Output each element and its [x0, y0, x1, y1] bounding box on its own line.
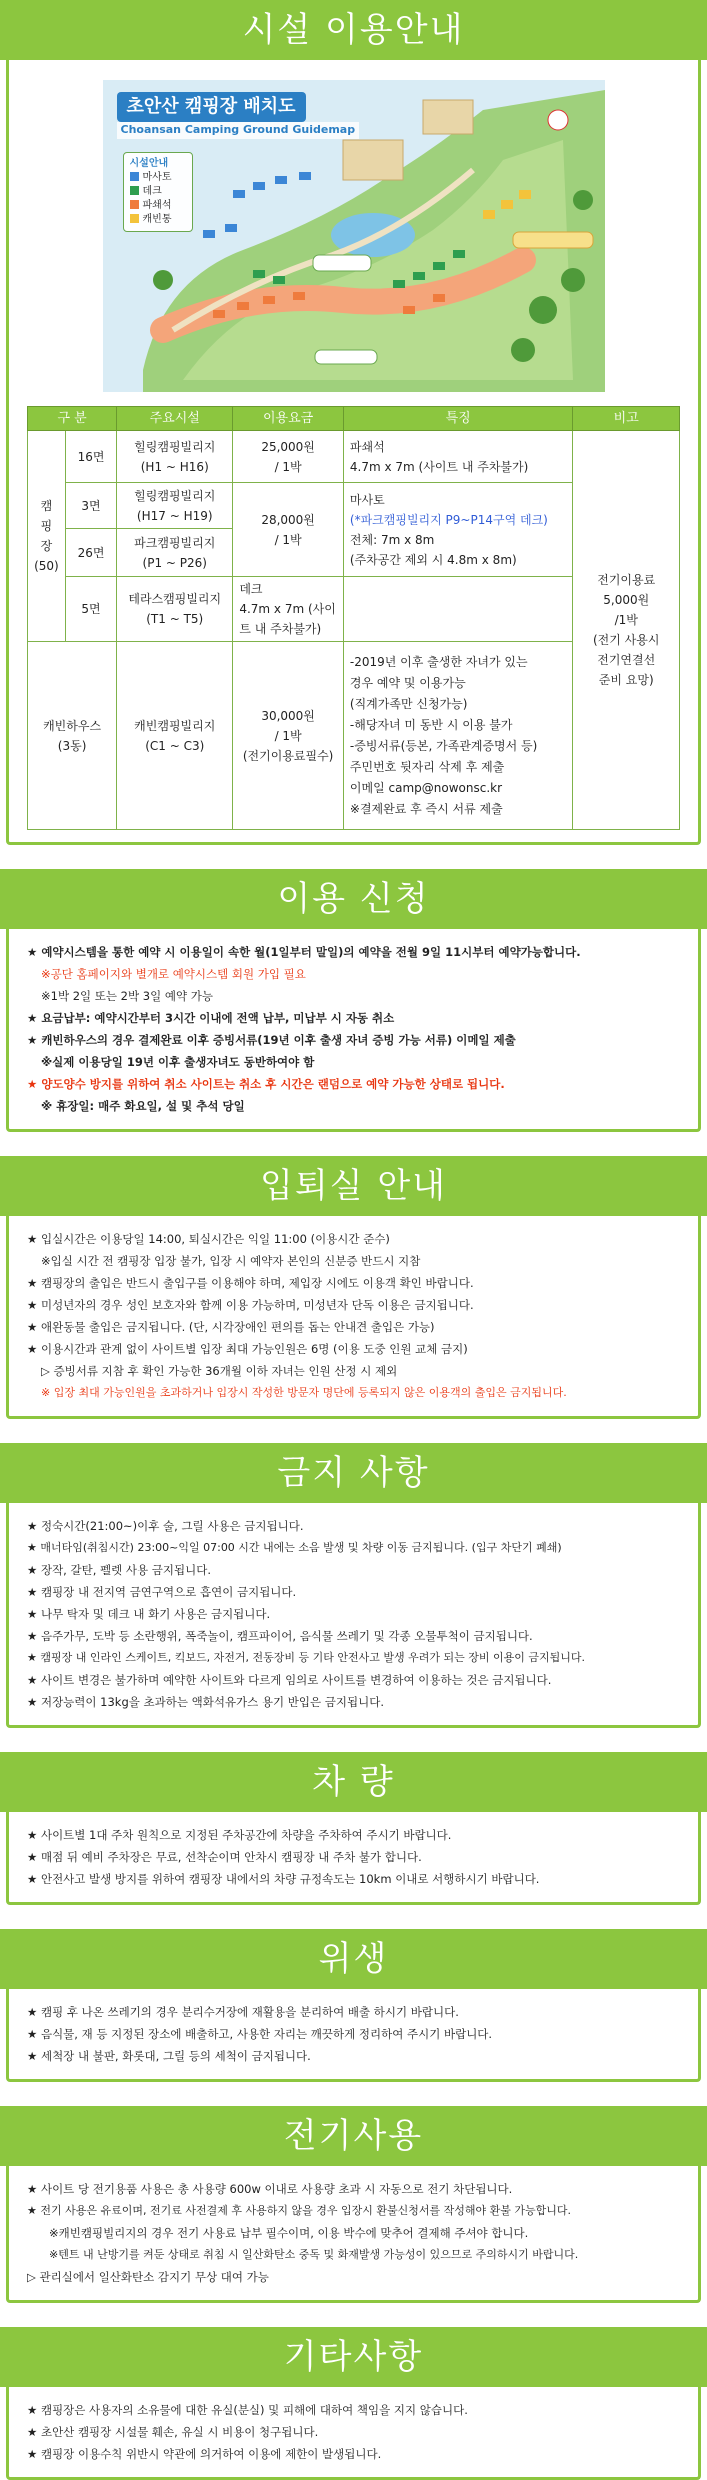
site-count: 26면 — [65, 529, 116, 577]
col-header-fee: 이용요금 — [233, 407, 344, 431]
legend-swatch — [130, 172, 139, 181]
legend-item: 파쇄석 — [130, 199, 186, 213]
prohibit-line: ★ 캠핑장 내 전지역 금연구역으로 흡연이 금지됩니다. — [27, 1585, 297, 1599]
map-subtitle: Choansan Camping Ground Guidemap — [117, 122, 360, 139]
legend-swatch — [130, 214, 139, 223]
legend-swatch — [130, 200, 139, 209]
hygiene-line: ★ 음식물, 재 등 지정된 장소에 배출하고, 사용한 자리는 깨끗하게 정리하여 주시기 바랍니다. — [27, 2027, 493, 2041]
facility-name: 힐링캠핑빌리지 (H17 ~ H19) — [117, 483, 233, 529]
campsite-guide-map — [103, 80, 605, 392]
facility-name: 테라스캠핑빌리지 (T1 ~ T5) — [117, 577, 233, 642]
prohibit-line: ★ 사이트 변경은 불가하며 예약한 사이트와 다르게 임의로 사이트를 변경하여 이용하는 것은 금지됩니다. — [27, 1673, 552, 1687]
hygiene-heading: 위생 — [318, 1938, 389, 1979]
hygiene-panel — [6, 1989, 701, 2082]
table-row — [28, 431, 680, 483]
checkin-line: ▷ 증빙서류 지참 후 확인 가능한 36개월 이하 자녀는 인원 산정 시 제외 — [41, 1364, 398, 1378]
fee-cell: 28,000원 / 1박 — [233, 483, 344, 577]
col-header-feature: 특징 — [343, 407, 573, 431]
checkin-line: ★ 미성년자의 경우 성인 보호자와 함께 이용 가능하며, 미성년자 단독 이용은 금지됩니다. — [27, 1298, 474, 1312]
electric-header — [0, 2106, 707, 2166]
feature-masato-size: 전체: 7m x 8m (주차공간 제외 시 4.8m x 8m) — [349, 532, 517, 567]
map-title: 초안산 캠핑장 배치도 — [117, 92, 306, 122]
feature-cell: 데크 4.7m x 7m (사이트 내 주차불가) — [233, 577, 344, 642]
map-legend — [123, 152, 193, 232]
feature-masato-label: 마사토 — [349, 492, 385, 507]
facility-heading: 시설 이용안내 — [242, 9, 465, 50]
facility-name: 캐빈캠핑빌리지 (C1 ~ C3) — [117, 642, 233, 830]
checkin-line: ★ 이용시간과 관계 없이 사이트별 입장 최대 가능인원은 6명 (이용 도중 인원 교체 금지) — [27, 1342, 468, 1356]
site-count: 16면 — [65, 431, 116, 483]
prohibit-panel — [6, 1503, 701, 1728]
facility-name: 파크캠핑빌리지 (P1 ~ P26) — [117, 529, 233, 577]
hygiene-line: ★ 세척장 내 불판, 화롯대, 그릴 등의 세척이 금지됩니다. — [27, 2049, 311, 2063]
electric-line: ※텐트 내 난방기를 켜둔 상태로 취침 시 일산화탄소 중독 및 화재발생 가능성이 있으므로 주의하시기 바랍니다. — [49, 2248, 579, 2261]
legend-item: 마사토 — [130, 171, 186, 185]
vehicle-header — [0, 1752, 707, 1812]
prohibit-line: ★ 장작, 갈탄, 펠렛 사용 금지됩니다. — [27, 1563, 211, 1577]
col-header-category: 구 분 — [28, 407, 117, 431]
site-count: 5면 — [65, 577, 116, 642]
feature-cell-masato — [343, 483, 573, 577]
feature-cell: 파쇄석 4.7m x 7m (사이트 내 주차불가) — [343, 431, 573, 483]
fee-cell: 25,000원 / 1박 — [233, 431, 344, 483]
prohibit-line: ★ 캠핑장 내 인라인 스케이트, 킥보드, 자전거, 전동장비 등 기타 안전사고 발생 우려가 되는 장비 이용이 금지됩니다. — [27, 1651, 585, 1664]
prohibit-line: ★ 매너타임(취침시간) 23:00~익일 07:00 시간 내에는 소음 발생 및 차량 이동 금지됩니다. (입구 차단기 폐쇄) — [27, 1541, 562, 1554]
electric-line: ★ 전기 사용은 유료이며, 전기료 사전결제 후 사용하지 않을 경우 입장시 환불신청서를 작성해야 환불 가능합니다. — [27, 2204, 571, 2217]
electric-line: ▷ 관리실에서 일산화탄소 감지기 무상 대여 가능 — [27, 2270, 269, 2284]
feature-cell-cabin: -2019년 이후 출생한 자녀가 있는 경우 예약 및 이용가능 (직계가족만 신청가능) -해당자녀 미 동반 시 이용 불가 -증빙서류(등본, 가족관계증명서 등) 주민번호 뒷자리 삭제 후 제출 이메일 camp@nowonsc.kr ※결제완료 후 즉시 서류 제출 — [343, 642, 573, 830]
apply-line: ※1박 2일 또는 2박 3일 예약 가능 — [41, 989, 213, 1003]
apply-line: ★ 예약시스템을 통한 예약 시 이용일이 속한 월(1일부터 말일)의 예약을 전월 9일 11시부터 예약가능합니다. — [27, 945, 581, 959]
site-count: 3면 — [65, 483, 116, 529]
hygiene-line: ★ 캠핑 후 나온 쓰레기의 경우 분리수거장에 재활용을 분리하여 배출 하시기 바랍니다. — [27, 2005, 459, 2019]
prohibit-line: ★ 저장능력이 13kg을 초과하는 액화석유가스 용기 반입은 금지됩니다. — [27, 1695, 384, 1709]
legend-item: 캐빈통 — [130, 213, 186, 227]
vehicle-line: ★ 매점 뒤 예비 주차장은 무료, 선착순이며 안차시 캠핑장 내 주차 불가 합니다. — [27, 1850, 422, 1864]
vehicle-line: ★ 사이트별 1대 주차 원칙으로 지정된 주차공간에 차량을 주차하여 주시기 바랍니다. — [27, 1828, 452, 1842]
vehicle-panel — [6, 1812, 701, 1905]
cabin-group-cell: 캐빈하우스 (3동) — [28, 642, 117, 830]
etc-line: ★ 캠핑장 이용수칙 위반시 약관에 의거하여 이용에 제한이 발생됩니다. — [27, 2447, 382, 2461]
prohibit-header — [0, 1443, 707, 1503]
electric-line: ※캐빈캠핑빌리지의 경우 전기 사용료 납부 필수이며, 이용 박수에 맞추어 결제해 주셔야 합니다. — [49, 2226, 529, 2240]
legend-item: 데크 — [130, 185, 186, 199]
etc-panel — [6, 2387, 701, 2480]
prohibit-heading: 금지 사항 — [277, 1452, 430, 1493]
electric-panel — [6, 2166, 701, 2303]
facility-header — [0, 0, 707, 60]
facility-fee-table — [27, 406, 680, 830]
prohibit-line: ★ 정숙시간(21:00~)이후 술, 그릴 사용은 금지됩니다. — [27, 1519, 304, 1533]
feature-masato-deck-note: (*파크캠핑빌리지 P9~P14구역 데크) — [349, 512, 548, 527]
table-header-row — [28, 407, 680, 431]
checkin-panel — [6, 1216, 701, 1419]
prohibit-line: ★ 나무 탁자 및 데크 내 화기 사용은 금지됩니다. — [27, 1607, 271, 1621]
legend-swatch — [130, 186, 139, 195]
hygiene-header — [0, 1929, 707, 1989]
electric-line: ★ 사이트 당 전기용품 사용은 총 사용량 600w 이내로 사용량 초과 시 자동으로 전기 차단됩니다. — [27, 2182, 513, 2196]
checkin-header — [0, 1156, 707, 1216]
apply-line: ※실제 이용당일 19년 이후 출생자녀도 동반하여야 함 — [41, 1055, 315, 1069]
col-header-note: 비고 — [573, 407, 680, 431]
apply-line: ★ 요금납부: 예약시간부터 3시간 이내에 전액 납부, 미납부 시 자동 취소 — [27, 1011, 395, 1025]
fee-cell: 30,000원 / 1박 (전기이용료필수) — [233, 642, 344, 830]
checkin-heading: 입퇴실 안내 — [259, 1165, 448, 1206]
checkin-line: ★ 캠핑장의 출입은 반드시 출입구를 이용해야 하며, 제입장 시에도 이용객 확인 바랍니다. — [27, 1276, 474, 1290]
apply-line: ★ 캐빈하우스의 경우 결제완료 이후 증빙서류(19년 이후 출생 자녀 증빙 가능 서류) 이메일 제출 — [27, 1033, 516, 1047]
vehicle-line: ★ 안전사고 발생 방지를 위하여 캠핑장 내에서의 차량 규정속도는 10km 이내로 서행하시기 바랍니다. — [27, 1872, 540, 1886]
camping-group-cell: 캠 핑 장 (50) — [28, 431, 66, 642]
note-cell: 전기이용료 5,000원 /1박 (전기 사용시 전기연결선 준비 요망) — [573, 431, 680, 830]
vehicle-heading: 차 량 — [312, 1761, 395, 1802]
col-header-facility: 주요시설 — [117, 407, 233, 431]
electric-heading: 전기사용 — [283, 2115, 424, 2156]
prohibit-line: ★ 음주가무, 도박 등 소란행위, 폭죽놀이, 캠프파이어, 음식물 쓰레기 및 각종 오물투척이 금지됩니다. — [27, 1629, 533, 1643]
checkin-line: ※ 입장 최대 가능인원을 초과하거나 입장시 작성한 방문자 명단에 등록되지 않은 이용객의 출입은 금지됩니다. — [41, 1386, 567, 1399]
checkin-line: ★ 애완동물 출입은 금지됩니다. (단, 시각장애인 편의를 돕는 안내견 출입은 가능) — [27, 1320, 435, 1334]
etc-header — [0, 2327, 707, 2387]
checkin-line: ※입실 시간 전 캠핑장 입장 불가, 입장 시 예약자 본인의 신분증 반드시 지참 — [41, 1254, 421, 1268]
legend-title: 시설안내 — [129, 158, 169, 169]
etc-heading: 기타사항 — [283, 2336, 424, 2377]
checkin-line: ★ 입실시간은 이용당일 14:00, 퇴실시간은 익일 11:00 (이용시간 준수) — [27, 1232, 390, 1246]
facility-name: 힐링캠핑빌리지 (H1 ~ H16) — [117, 431, 233, 483]
facility-panel — [6, 60, 701, 845]
apply-line: ★ 양도양수 방지를 위하여 취소 사이트는 취소 후 시간은 랜덤으로 예약 가능한 상태로 됩니다. — [27, 1077, 505, 1091]
apply-panel — [6, 929, 701, 1132]
etc-line: ★ 초안산 캠핑장 시설물 훼손, 유실 시 비용이 청구됩니다. — [27, 2425, 319, 2439]
apply-heading: 이용 신청 — [277, 878, 430, 919]
apply-line: ※ 휴장일: 매주 화요일, 설 및 추석 당일 — [41, 1099, 245, 1113]
etc-line: ★ 캠핑장은 사용자의 소유물에 대한 유실(분실) 및 피해에 대하여 책임을 지지 않습니다. — [27, 2403, 468, 2417]
apply-line: ※공단 홈페이지와 별개로 예약시스템 회원 가입 필요 — [41, 967, 306, 981]
apply-header — [0, 869, 707, 929]
